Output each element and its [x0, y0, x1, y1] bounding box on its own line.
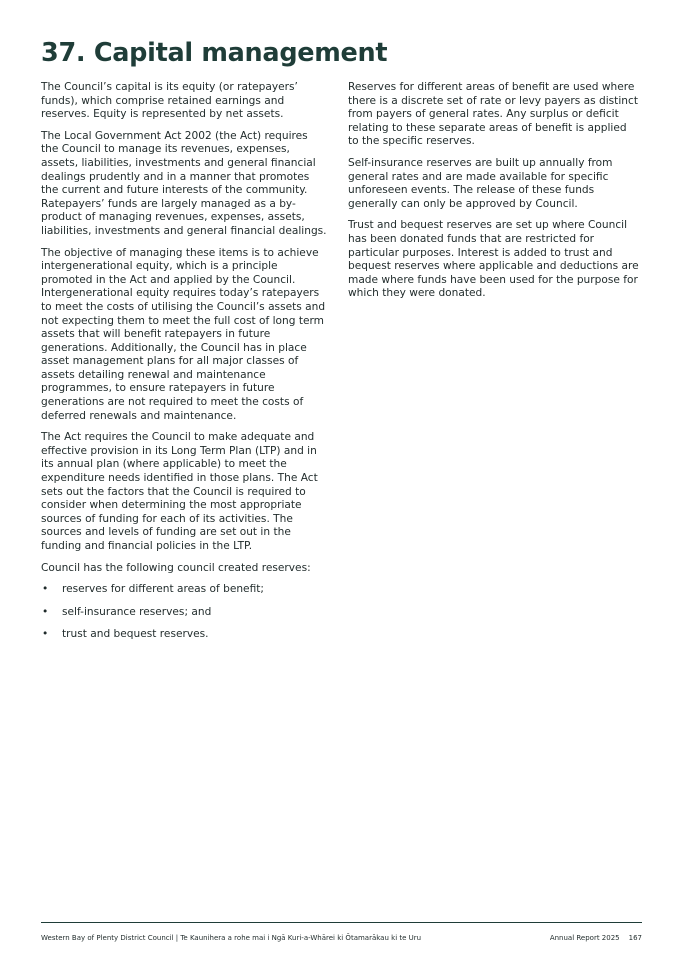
- list-item-text: self-insurance reserves; and: [62, 605, 212, 618]
- paragraph-capital-definition: The Council’s capital is its equity (or ratepayers’ funds), which comprise retained earnings and reserves. Equity is represented by net assets.: [41, 81, 298, 121]
- paragraph-self-insurance: Self-insurance reserves are built up annually from general rates and are made available for specific unforeseen events. The release of these funds generally can only be approved by Council.: [348, 156, 613, 210]
- footer-report-info: [550, 934, 642, 942]
- paragraph-areas-of-benefit: Reserves for different areas of benefit are used where there is a discrete set of rate or levy payers as distinct from payers of general rates. Any surplus or deficit relating to these separate areas of benefit is applied to the specific reserves.: [348, 81, 638, 148]
- footer-organisation: Western Bay of Plenty District Council | Te Kaunihera a rohe mai i Ngā Kuri-a-Whārei ki Ōtamarākau ki te Uru: [41, 934, 422, 942]
- page-number: 167: [628, 934, 642, 942]
- paragraph-local-government-act: The Local Government Act 2002 (the Act) requires the Council to manage its revenues, expenses, assets, liabilities, investments and general financial dealings prudently and in a manner that promotes the current and future interests of the community. Ratepayers’ funds are largely managed as a by-product of managing revenues, expenses, assets, liabilities, investments and general financial dealings.: [41, 129, 327, 237]
- list-item: [41, 628, 328, 642]
- bullet-icon: •: [42, 628, 49, 641]
- footer-report-title: Annual Report 2025: [549, 934, 620, 942]
- reserves-list: [41, 583, 328, 642]
- list-item: [41, 583, 328, 597]
- page-title: 37. Capital management: [41, 38, 388, 68]
- paragraph-reserves-intro: Council has the following council created reserves:: [41, 561, 311, 574]
- left-column: [41, 81, 328, 651]
- right-column: [348, 81, 640, 309]
- paragraph-ltp-provision: The Act requires the Council to make adequate and effective provision in its Long Term Plan (LTP) and in its annual plan (where applicable) to meet the expenditure needs identified in those plans. The Act sets out the factors that the Council is required to consider when determining the most appropriate sources of funding for each of its activities. The sources and levels of funding are set out in the funding and financial policies in the LTP.: [41, 431, 318, 552]
- bullet-icon: •: [42, 605, 49, 618]
- footer-divider: [41, 922, 642, 923]
- paragraph-intergenerational-equity: The objective of managing these items is to achieve intergenerational equity, which is a principle promoted in the Act and applied by the Council. Intergenerational equity requires today’s ratepayers to meet the costs of utilising the Council’s assets and not expecting them to meet the full cost of long term assets that will benefit ratepayers in future generations. Additionally, the Council has in place asset management plans for all major classes of assets detailing renewal and maintenance programmes, to ensure ratepayers in future generations are not required to meet the costs of deferred renewals and maintenance.: [41, 246, 326, 422]
- list-item-text: reserves for different areas of benefit;: [62, 583, 264, 596]
- bullet-icon: •: [42, 583, 49, 596]
- list-item-text: trust and bequest reserves.: [62, 628, 209, 641]
- paragraph-trust-bequest: Trust and bequest reserves are set up where Council has been donated funds that are restricted for particular purposes. Interest is added to trust and bequest reserves where applicable and deductions are made where funds have been used for the purpose for which they were donated.: [348, 219, 639, 300]
- list-item: [41, 606, 328, 620]
